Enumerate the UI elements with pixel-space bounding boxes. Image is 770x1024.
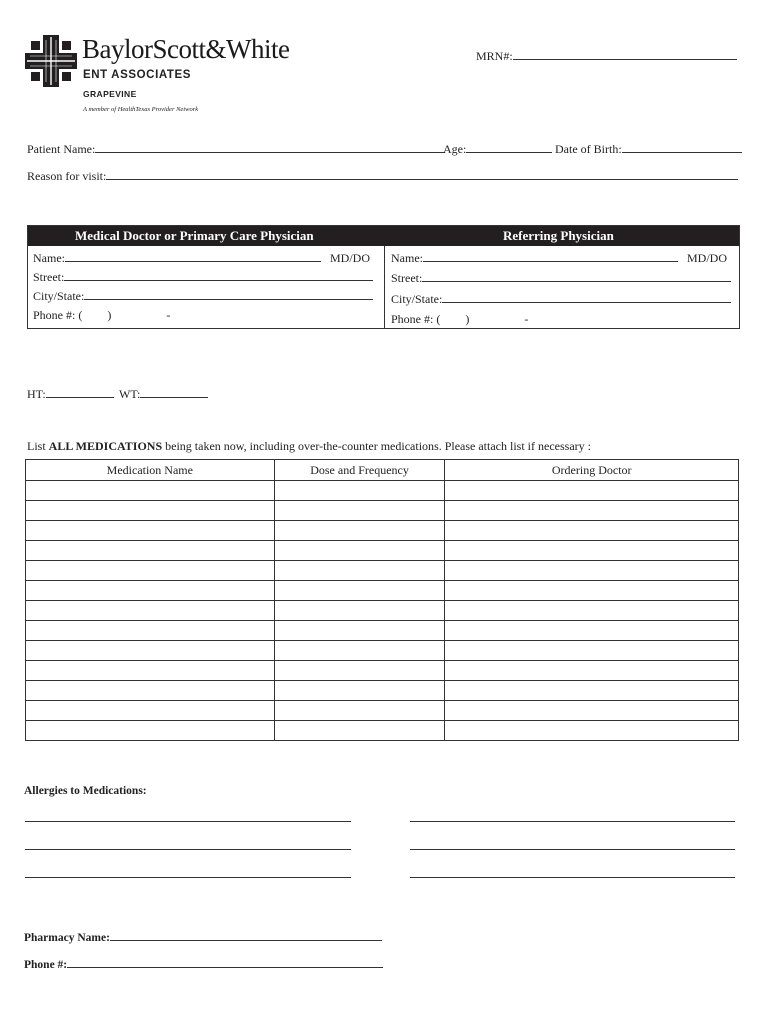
pcp-city-field[interactable] — [33, 288, 373, 304]
ref-street-label: Street: — [391, 271, 423, 285]
ordering-doctor-cell[interactable] — [445, 521, 739, 541]
medication-row — [26, 601, 739, 621]
ref-phone-paren: ) — [465, 312, 470, 326]
pharmacy-phone-label: Phone #: — [24, 959, 68, 971]
ordering-doctor-cell[interactable] — [445, 481, 739, 501]
pcp-street-field[interactable] — [33, 269, 373, 285]
ref-phone-field[interactable] — [391, 312, 528, 327]
pharmacy-phone-field[interactable] — [24, 956, 383, 971]
mrn-label: MRN#: — [476, 49, 513, 63]
reason-field[interactable] — [27, 168, 738, 184]
ref-street-field[interactable] — [391, 270, 731, 286]
height-label: HT: — [27, 387, 46, 401]
pcp-phone-field[interactable] — [33, 308, 170, 323]
dob-label: Date of Birth: — [555, 142, 622, 156]
ordering-doctor-cell[interactable] — [445, 661, 739, 681]
ordering-doctor-cell[interactable] — [445, 501, 739, 521]
ref-md-do: MD/DO — [687, 251, 728, 265]
pharmacy-name-field[interactable] — [24, 929, 382, 944]
medication-row — [26, 621, 739, 641]
col-ordering-doctor: Ordering Doctor — [445, 460, 739, 481]
dose-frequency-cell[interactable] — [274, 521, 445, 541]
age-field[interactable] — [443, 141, 552, 157]
pcp-phone-paren: ) — [107, 308, 112, 322]
medication-name-cell[interactable] — [26, 701, 275, 721]
ordering-doctor-cell[interactable] — [445, 701, 739, 721]
pcp-title: Medical Doctor or Primary Care Physician — [75, 228, 314, 243]
medication-row — [26, 521, 739, 541]
medications-header-row — [26, 460, 739, 481]
medication-name-cell[interactable] — [26, 541, 275, 561]
dose-frequency-cell[interactable] — [274, 501, 445, 521]
medication-row — [26, 641, 739, 661]
weight-field[interactable] — [119, 386, 208, 402]
patient-name-field[interactable] — [27, 141, 445, 157]
ordering-doctor-cell[interactable] — [445, 561, 739, 581]
allergy-line[interactable] — [410, 877, 735, 878]
pcp-city-label: City/State: — [33, 289, 85, 303]
medication-row — [26, 681, 739, 701]
dose-frequency-cell[interactable] — [274, 601, 445, 621]
meds-intro-suffix: being taken now, including over-the-counter medications. Please attach list if necessary : — [162, 439, 591, 453]
medication-name-cell[interactable] — [26, 621, 275, 641]
dose-frequency-cell[interactable] — [274, 541, 445, 561]
dob-field[interactable] — [555, 141, 742, 157]
medication-row — [26, 581, 739, 601]
age-label: Age: — [443, 142, 467, 156]
dose-frequency-cell[interactable] — [274, 721, 445, 741]
pharmacy-name-label: Pharmacy Name: — [24, 932, 110, 944]
dose-frequency-cell[interactable] — [274, 641, 445, 661]
pcp-street-label: Street: — [33, 270, 65, 284]
pcp-phone-label: Phone #: ( — [33, 308, 83, 322]
meds-intro-prefix: List — [27, 439, 49, 453]
medication-name-cell[interactable] — [26, 481, 275, 501]
reason-label: Reason for visit: — [27, 169, 107, 183]
medication-name-cell[interactable] — [26, 581, 275, 601]
allergies-label: Allergies to Medications: — [24, 785, 147, 797]
medication-name-cell[interactable] — [26, 501, 275, 521]
medication-name-cell[interactable] — [26, 601, 275, 621]
ref-phone-label: Phone #: ( — [391, 312, 441, 326]
height-field[interactable] — [27, 386, 114, 402]
medication-row — [26, 481, 739, 501]
referring-title: Referring Physician — [503, 228, 614, 243]
location-name: GRAPEVINE — [83, 89, 137, 99]
ordering-doctor-cell[interactable] — [445, 601, 739, 621]
ref-name-field[interactable] — [391, 250, 727, 266]
medication-name-cell[interactable] — [26, 681, 275, 701]
ordering-doctor-cell[interactable] — [445, 621, 739, 641]
pcp-phone-dash: - — [166, 308, 171, 322]
allergy-line[interactable] — [410, 849, 735, 850]
allergy-line[interactable] — [25, 877, 351, 878]
ref-city-label: City/State: — [391, 292, 443, 306]
col-dose-frequency: Dose and Frequency — [274, 460, 445, 481]
dose-frequency-cell[interactable] — [274, 481, 445, 501]
medication-name-cell[interactable] — [26, 641, 275, 661]
brand-name: BaylorScott&White — [82, 34, 290, 64]
division-name: ENT ASSOCIATES — [83, 69, 192, 81]
medications-table — [25, 459, 739, 741]
dose-frequency-cell[interactable] — [274, 701, 445, 721]
ordering-doctor-cell[interactable] — [445, 681, 739, 701]
pcp-name-field[interactable] — [33, 250, 370, 266]
allergy-line[interactable] — [410, 821, 735, 822]
medication-row — [26, 501, 739, 521]
weight-label: WT: — [119, 387, 141, 401]
pcp-name-label: Name: — [33, 251, 65, 265]
col-medication-name: Medication Name — [26, 460, 275, 481]
dose-frequency-cell[interactable] — [274, 661, 445, 681]
ordering-doctor-cell[interactable] — [445, 641, 739, 661]
medication-name-cell[interactable] — [26, 521, 275, 541]
ref-phone-dash: - — [524, 312, 529, 326]
dose-frequency-cell[interactable] — [274, 581, 445, 601]
ordering-doctor-cell[interactable] — [445, 721, 739, 741]
dose-frequency-cell[interactable] — [274, 681, 445, 701]
medication-name-cell[interactable] — [26, 561, 275, 581]
physician-header — [28, 226, 739, 246]
dose-frequency-cell[interactable] — [274, 621, 445, 641]
medication-name-cell[interactable] — [26, 661, 275, 681]
medication-row — [26, 541, 739, 561]
allergy-line[interactable] — [25, 821, 351, 822]
ordering-doctor-cell[interactable] — [445, 581, 739, 601]
medication-row — [26, 721, 739, 741]
allergy-line[interactable] — [25, 849, 351, 850]
medication-row — [26, 661, 739, 681]
meds-intro-bold: ALL MEDICATIONS — [48, 439, 163, 453]
mrn-field[interactable] — [476, 48, 737, 64]
medication-name-cell[interactable] — [26, 721, 275, 741]
ordering-doctor-cell[interactable] — [445, 541, 739, 561]
patient-name-label: Patient Name: — [27, 142, 96, 156]
medication-row — [26, 561, 739, 581]
ref-name-label: Name: — [391, 251, 423, 265]
baylor-cross-logo-icon — [25, 35, 77, 87]
medication-row — [26, 701, 739, 721]
member-line: A member of HealthTexas Provider Network — [83, 106, 199, 113]
ref-city-field[interactable] — [391, 291, 731, 307]
physician-divider — [384, 246, 385, 329]
pcp-md-do: MD/DO — [330, 251, 371, 265]
medications-intro — [27, 439, 591, 454]
dose-frequency-cell[interactable] — [274, 561, 445, 581]
